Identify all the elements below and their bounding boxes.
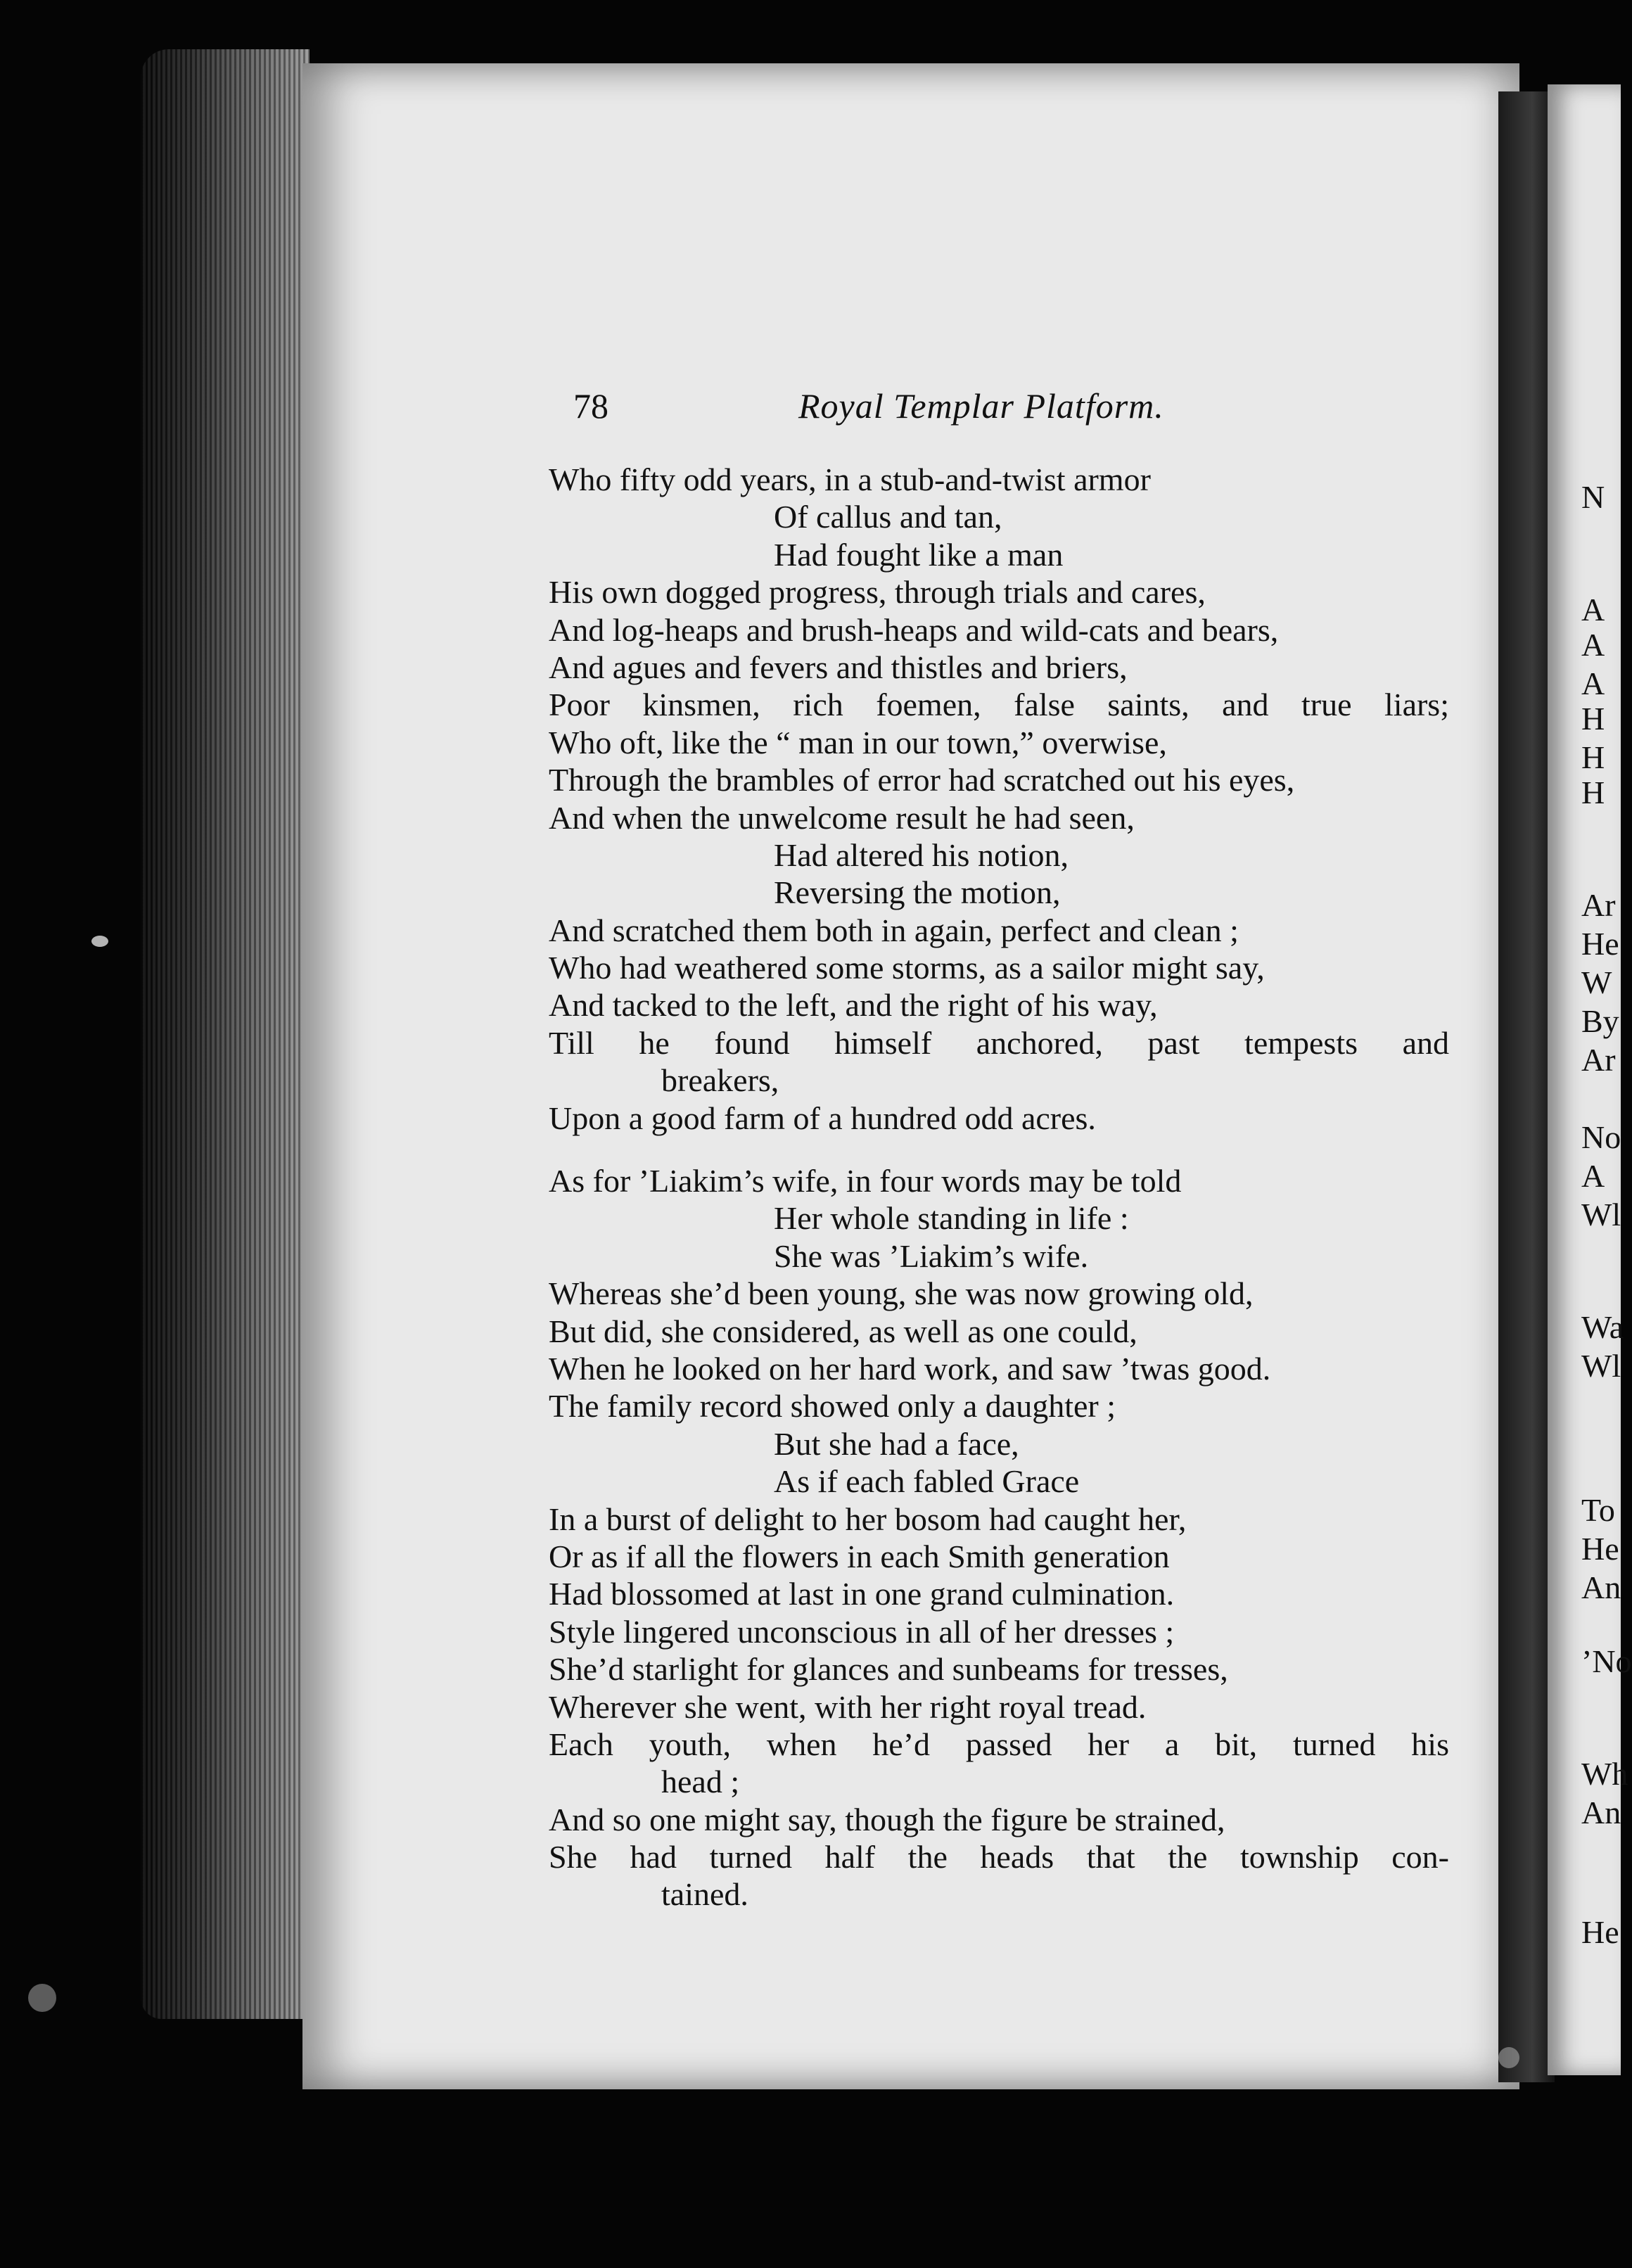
poem-line: But she had a face, <box>774 1425 1019 1462</box>
right-page-fragment: No <box>1581 1119 1621 1155</box>
right-page-fragment: A <box>1581 627 1605 663</box>
right-page-fragment: H <box>1581 775 1605 810</box>
stanza-break <box>549 1137 1463 1162</box>
poem-line: Had blossomed at last in one grand culmination. <box>549 1576 1175 1612</box>
right-page-fragment: He <box>1581 1531 1619 1567</box>
poem-line: In a burst of delight to her bosom had caught her, <box>549 1501 1187 1537</box>
right-page-fragment: A <box>1581 1158 1605 1194</box>
scan-speck <box>91 936 108 947</box>
scan-speck <box>1498 2047 1519 2068</box>
poem-line: tained. <box>661 1876 748 1913</box>
poem-line: Poor kinsmen, rich foemen, false saints, and true liars; <box>549 687 1449 723</box>
poem-line: But did, she considered, as well as one could, <box>549 1313 1137 1349</box>
right-page-fragment: Ar <box>1581 1042 1616 1078</box>
poem-line: Of callus and tan, <box>774 499 1002 535</box>
right-page-text-fragments <box>1548 84 1632 2075</box>
right-page-fragment: An <box>1581 1569 1621 1605</box>
poem-line: As for ’Liakim’s wife, in four words may be told <box>549 1163 1182 1199</box>
book-page-edges <box>141 49 310 2019</box>
right-page <box>1548 84 1632 2075</box>
poem-line: Reversing the motion, <box>774 874 1061 911</box>
right-page-fragment: He <box>1581 926 1619 962</box>
poem-line: Had fought like a man <box>774 536 1064 573</box>
right-page-fragment: Wl <box>1581 1197 1621 1232</box>
poem-line: Her whole standing in life : <box>774 1200 1129 1237</box>
poem-line: And log-heaps and brush-heaps and wild-cats and bears, <box>549 611 1279 648</box>
page-number: 78 <box>573 386 608 426</box>
poem-line: Wherever she went, with her right royal tread. <box>549 1688 1147 1725</box>
scan-speck <box>28 1984 56 2012</box>
poem-line: And when the unwelcome result he had seen, <box>549 799 1135 836</box>
poem-line: Who fifty odd years, in a stub-and-twist armor <box>549 461 1151 497</box>
right-page-fragment: N <box>1581 479 1605 515</box>
poem-line: And tacked to the left, and the right of his way, <box>549 987 1158 1024</box>
poem-line: Style lingered unconscious in all of her dresses ; <box>549 1613 1175 1650</box>
right-page-fragment: A <box>1581 665 1605 701</box>
poem-line: And agues and fevers and thistles and briers, <box>549 649 1128 685</box>
poem-line: She had turned half the heads that the township con- <box>549 1839 1449 1875</box>
poem-line: Till he found himself anchored, past tempests and <box>549 1024 1449 1061</box>
running-title: Royal Templar Platform. <box>798 386 1164 426</box>
book-gutter <box>1498 91 1555 2082</box>
right-page-fragment: Wh <box>1581 1756 1628 1792</box>
right-page-fragment: Wl <box>1581 1348 1621 1384</box>
right-page-fragment: To <box>1581 1492 1615 1528</box>
poem-line: His own dogged progress, through trials and cares, <box>549 574 1206 611</box>
right-page-fragment: Wa <box>1581 1309 1624 1345</box>
poem-line: breakers, <box>661 1062 779 1099</box>
right-page-fragment: He <box>1581 1914 1619 1950</box>
poem-line: Through the brambles of error had scratched out his eyes, <box>549 762 1295 798</box>
right-page-fragment: A <box>1581 592 1605 627</box>
poem-line: As if each fabled Grace <box>774 1463 1080 1500</box>
poem-line: Or as if all the flowers in each Smith generation <box>549 1538 1170 1574</box>
poem-line: Had altered his notion, <box>774 836 1069 873</box>
right-page-fragment: H <box>1581 701 1605 737</box>
poem-line: Who oft, like the “ man in our town,” overwise, <box>549 724 1167 760</box>
poem-line: She’d starlight for glances and sunbeams for tresses, <box>549 1651 1228 1688</box>
right-page-fragment: H <box>1581 739 1605 775</box>
poem-line: Upon a good farm of a hundred odd acres. <box>549 1100 1096 1136</box>
poem-line: She was ’Liakim’s wife. <box>774 1237 1089 1274</box>
right-page-fragment: By <box>1581 1003 1619 1039</box>
poem-line: When he looked on her hard work, and saw ’twas good. <box>549 1350 1271 1387</box>
poem-line: Who had weathered some storms, as a sailor might say, <box>549 950 1265 986</box>
page-header <box>573 386 1277 435</box>
poem-text <box>549 461 1463 1913</box>
right-page-fragment: ’No <box>1581 1643 1632 1679</box>
poem-line: The family record showed only a daughter ; <box>549 1388 1116 1425</box>
poem-line: head ; <box>661 1764 740 1800</box>
poem-line: And scratched them both in again, perfect and clean ; <box>549 912 1239 948</box>
right-page-fragment: Ar <box>1581 887 1616 923</box>
right-page-fragment: An <box>1581 1795 1621 1830</box>
right-page-fragment: W <box>1581 964 1612 1000</box>
poem-line: And so one might say, though the figure be strained, <box>549 1801 1225 1837</box>
poem-line: Whereas she’d been young, she was now growing old, <box>549 1275 1254 1312</box>
poem-line: Each youth, when he’d passed her a bit, turned his <box>549 1726 1449 1762</box>
